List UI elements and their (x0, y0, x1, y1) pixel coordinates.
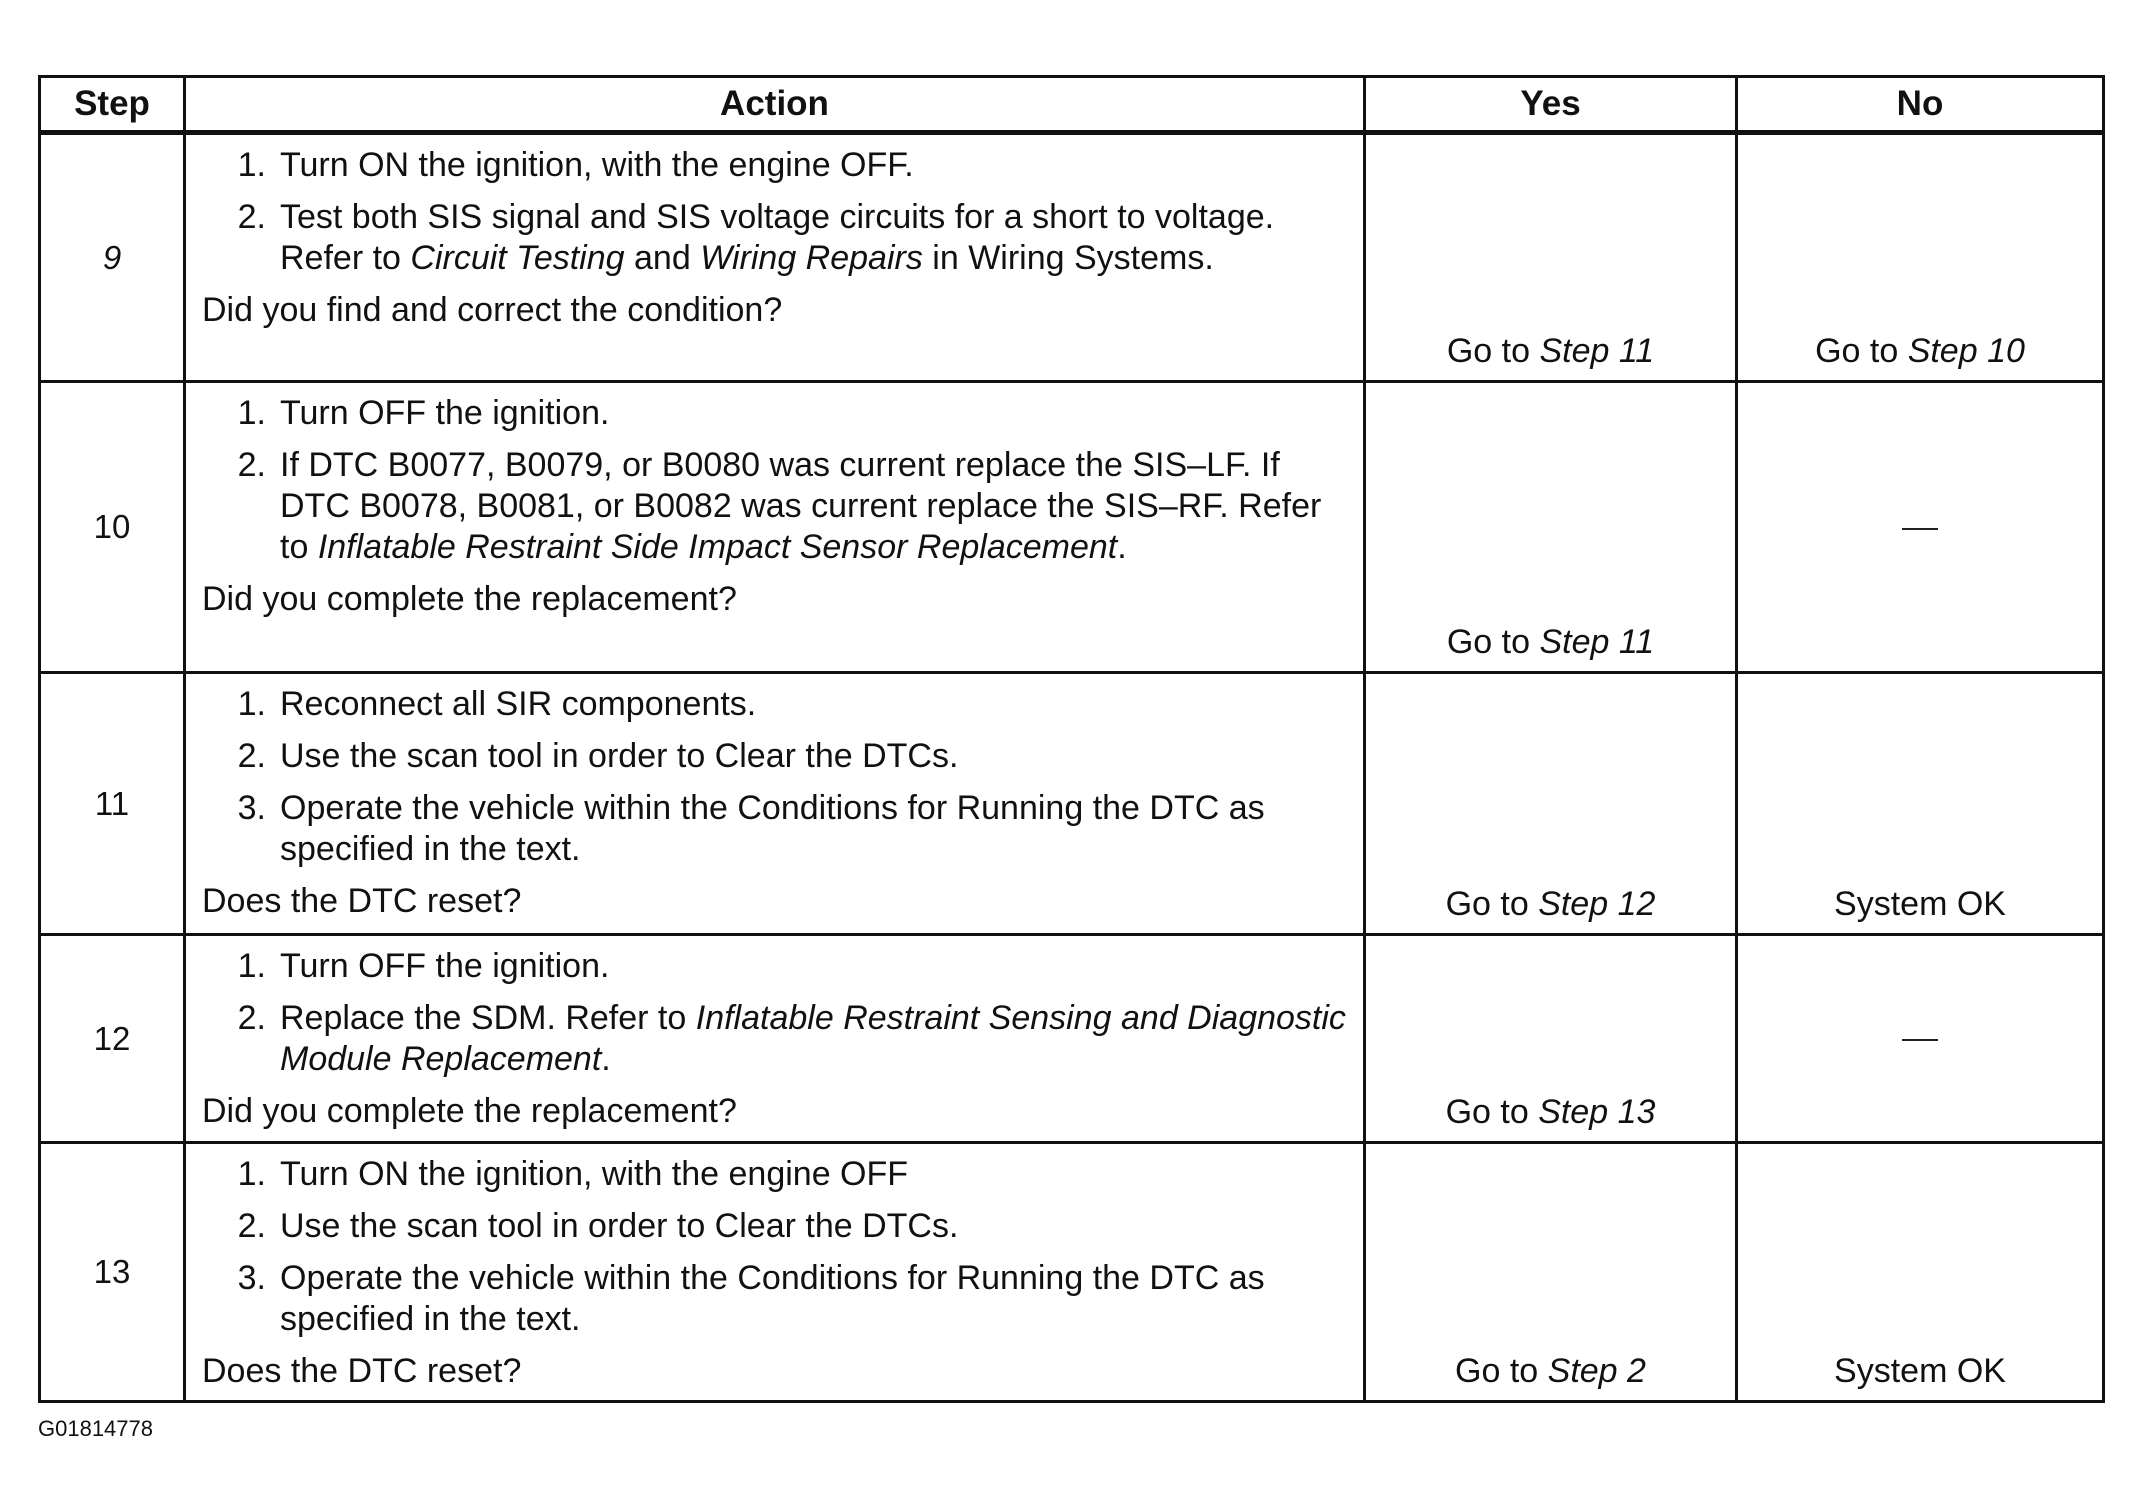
text-span: Turn ON the ignition, with the engine OFF. (280, 146, 914, 184)
text-span: and (624, 239, 701, 277)
substep-number: 3. (237, 789, 266, 827)
question-text: Does the DTC reset? (202, 882, 522, 920)
substep-number: 1. (237, 146, 266, 184)
table-row (40, 935, 2104, 1143)
text-span: Turn OFF the ignition. (280, 394, 610, 432)
table-row (40, 673, 2104, 935)
substep-number: 2. (237, 198, 266, 236)
dash-mark (1902, 528, 1938, 530)
substep-text (280, 1154, 1347, 1195)
goto-step-link: Step 13 (1538, 1093, 1656, 1131)
substep-text (280, 445, 1347, 568)
substep (202, 1258, 1347, 1340)
header-yes: Yes (1365, 77, 1737, 133)
substep-text (280, 393, 1347, 434)
text-span: Turn OFF the ignition. (280, 947, 610, 985)
action-cell (185, 133, 1365, 382)
goto-prefix: Go to (1446, 332, 1540, 370)
goto-prefix: Go to (1455, 1352, 1548, 1390)
substep-text (280, 736, 1347, 777)
dash-mark (1902, 1039, 1938, 1041)
substep (202, 788, 1347, 870)
no-cell (1737, 133, 2104, 382)
text-span: . (1117, 528, 1127, 566)
goto-prefix: Go to (1815, 332, 1908, 370)
result-text: System OK (1834, 1352, 2006, 1390)
table-row (40, 382, 2104, 673)
no-cell (1737, 1143, 2104, 1402)
text-span: Operate the vehicle within the Conditions for Running the DTC as specified in the text. (280, 1259, 1265, 1338)
substep (202, 736, 1347, 777)
text-span: If DTC B0077, B0079, or B0080 was current replace the SIS–LF. If DTC B0078, B0081, or B0082 was current replace the SIS–RF. Refer to (280, 446, 1322, 566)
substep-number: 2. (237, 1207, 266, 1245)
substep (202, 998, 1347, 1080)
substep-number: 2. (237, 446, 266, 484)
goto-step-link: Step 2 (1547, 1352, 1646, 1390)
text-span: . (601, 1040, 611, 1078)
text-span: Test both SIS signal and SIS voltage circuits for a short to voltage. Refer to (280, 198, 1275, 277)
action-cell (185, 382, 1365, 673)
text-span: Use the scan tool in order to Clear the DTCs. (280, 737, 959, 775)
diagnostic-table (38, 75, 2105, 1403)
question-text: Did you complete the replacement? (202, 1092, 737, 1130)
substep (202, 445, 1347, 568)
goto-step-link: Step 11 (1539, 623, 1655, 661)
yes-cell (1365, 1143, 1737, 1402)
substep-text (280, 684, 1347, 725)
yes-cell (1365, 133, 1737, 382)
step-number: 12 (40, 935, 185, 1143)
no-cell (1737, 382, 2104, 673)
substep-number: 2. (237, 999, 266, 1037)
substep-number: 1. (237, 1155, 266, 1193)
action-cell (185, 1143, 1365, 1402)
goto-prefix: Go to (1446, 623, 1540, 661)
substep-number: 2. (237, 737, 266, 775)
substep-number: 1. (237, 947, 266, 985)
substep-number: 3. (237, 1259, 266, 1297)
substep (202, 946, 1347, 987)
substep (202, 1154, 1347, 1195)
substep-text (280, 788, 1347, 870)
reference-title: Inflatable Restraint Side Impact Sensor Replacement (317, 528, 1118, 566)
step-number: 13 (40, 1143, 185, 1402)
header-action: Action (185, 77, 1365, 133)
substep-text (280, 145, 1347, 186)
header-step: Step (40, 77, 185, 133)
substep-number: 1. (237, 685, 266, 723)
goto-step-link: Step 11 (1539, 332, 1655, 370)
yes-cell (1365, 673, 1737, 935)
table-row (40, 1143, 2104, 1402)
result-text: System OK (1834, 885, 2006, 923)
substep (202, 393, 1347, 434)
text-span: Operate the vehicle within the Conditions for Running the DTC as specified in the text. (280, 789, 1265, 868)
action-cell (185, 673, 1365, 935)
reference-title: Inflatable Restraint Sensing and Diagnostic Module Replacement (280, 999, 1346, 1078)
table-row (40, 133, 2104, 382)
text-span: Turn ON the ignition, with the engine OFF (280, 1155, 909, 1193)
substep-text (280, 946, 1347, 987)
question-text: Does the DTC reset? (202, 1352, 522, 1390)
step-number: 9 (40, 133, 185, 382)
no-cell (1737, 673, 2104, 935)
goto-prefix: Go to (1445, 885, 1539, 923)
question-text: Did you complete the replacement? (202, 580, 737, 618)
substep-number: 1. (237, 394, 266, 432)
text-span: in Wiring Systems. (922, 239, 1214, 277)
substep (202, 145, 1347, 186)
text-span: Use the scan tool in order to Clear the DTCs. (280, 1207, 959, 1245)
substep-text (280, 197, 1347, 279)
figure-id: G01814778 (38, 1416, 153, 1441)
action-cell (185, 935, 1365, 1143)
goto-step-link: Step 12 (1538, 885, 1656, 923)
reference-title: Wiring Repairs (700, 239, 923, 277)
question-text: Did you find and correct the condition? (202, 291, 783, 329)
text-span: Replace the SDM. Refer to (280, 999, 696, 1037)
goto-step-link: Step 10 (1907, 332, 2025, 370)
table-body (40, 133, 2104, 1402)
reference-title: Circuit Testing (410, 239, 625, 277)
yes-cell (1365, 935, 1737, 1143)
substep (202, 1206, 1347, 1247)
text-span: Reconnect all SIR components. (280, 685, 757, 723)
substep-text (280, 998, 1347, 1080)
yes-cell (1365, 382, 1737, 673)
goto-prefix: Go to (1445, 1093, 1539, 1131)
substep-text (280, 1258, 1347, 1340)
substep (202, 197, 1347, 279)
header-no: No (1737, 77, 2104, 133)
step-number: 11 (40, 673, 185, 935)
header-row (40, 77, 2104, 133)
no-cell (1737, 935, 2104, 1143)
substep-text (280, 1206, 1347, 1247)
step-number: 10 (40, 382, 185, 673)
substep (202, 684, 1347, 725)
